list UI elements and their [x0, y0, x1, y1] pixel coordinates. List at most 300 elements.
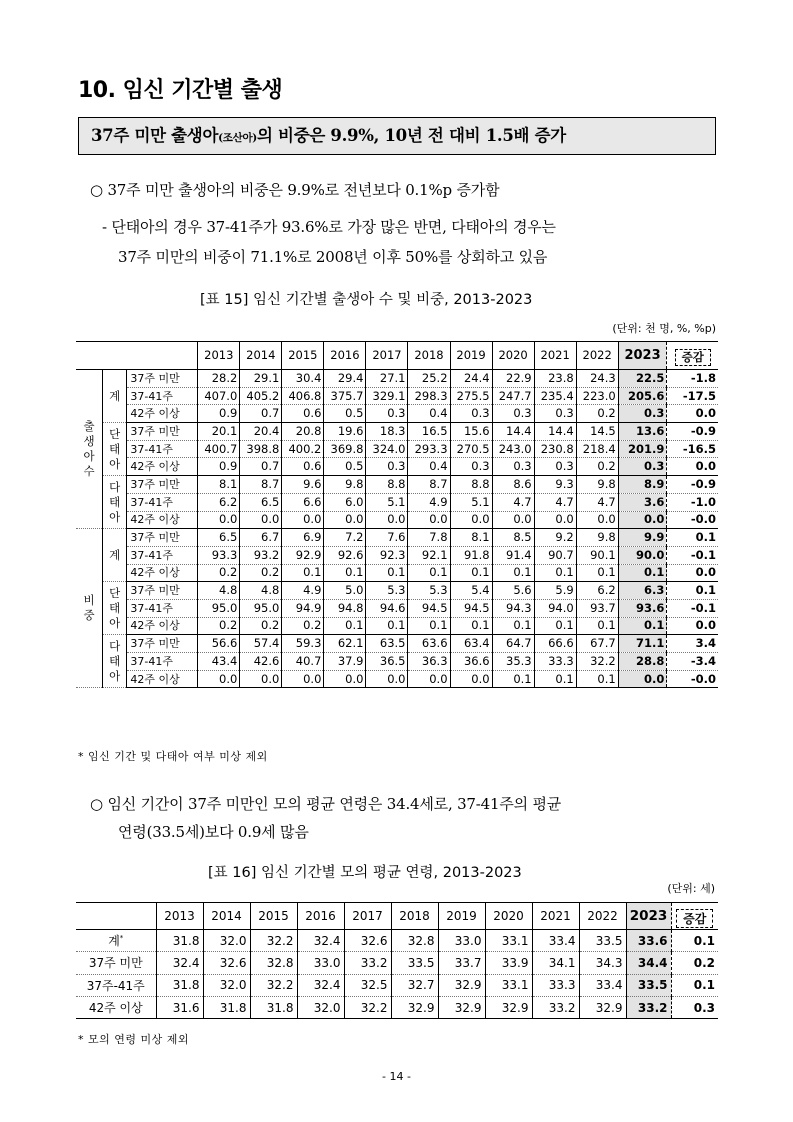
table15-cell: 25.2 [408, 370, 450, 388]
table15-cell: 0.0 [450, 511, 492, 529]
table15-cell: 0.2 [576, 405, 618, 423]
subgroup-total-label-text: 계 [109, 547, 121, 562]
table16-cell: 32.9 [438, 974, 485, 996]
table16-row-label [76, 930, 156, 952]
table16-cell: 31.6 [156, 996, 203, 1018]
table15-change-cell: -17.5 [667, 387, 718, 405]
table15-caption: [표 15] 임신 기간별 출생아 수 및 비중, 2013-2023 [200, 292, 533, 308]
table15-cell: 324.0 [366, 440, 408, 458]
table16-year-header: 2021 [532, 903, 579, 930]
table15-cell: 29.1 [240, 370, 282, 388]
table16-cell: 32.4 [297, 974, 344, 996]
table15-cell: 0.0 [240, 511, 282, 529]
row-label: 37주 미만 [127, 635, 198, 653]
table15-unit: (단위: 천 명, %, %p) [612, 322, 716, 335]
table15-cell: 0.0 [450, 670, 492, 688]
table15-change-cell: 0.0 [667, 458, 718, 476]
table15-cell: 71.1 [618, 635, 667, 653]
table15-cell: 8.7 [240, 476, 282, 494]
row-label: 37주 미만 [127, 476, 198, 494]
table15-cell: 0.3 [534, 405, 576, 423]
subgroup-total-label-text: 계 [109, 388, 121, 403]
table16-cell: 33.5 [626, 974, 671, 996]
table16-row [76, 974, 718, 996]
table16-change-cell: 0.3 [671, 996, 718, 1018]
table15-cell: 9.6 [282, 476, 324, 494]
table15-cell: 27.1 [366, 370, 408, 388]
bullet-3-line1: ○ 임신 기간이 37주 미만인 모의 평균 연령은 34.4세로, 37-41주의 평균 [90, 795, 562, 813]
table16-cell: 33.7 [438, 952, 485, 974]
table15-cell: 4.9 [282, 582, 324, 600]
table15-cell: 94.9 [282, 599, 324, 617]
table15-cell: 406.8 [282, 387, 324, 405]
table15-cell: 40.7 [282, 653, 324, 671]
table16-row-label-sup: * [119, 934, 124, 943]
subgroup-total-label [103, 529, 127, 582]
table15-cell: 0.2 [576, 458, 618, 476]
table16-cell: 33.4 [579, 974, 626, 996]
group-count-label-text: 출생아수 [83, 419, 95, 479]
headline-pre: 37주 미만 출생아 [91, 126, 219, 145]
table16-year-header: 2014 [203, 903, 250, 930]
table16-cell: 32.8 [250, 952, 297, 974]
table16-caption: [표 16] 임신 기간별 모의 평균 연령, 2013-2023 [208, 865, 522, 881]
table16-cell: 32.0 [203, 930, 250, 952]
table15-cell: 37.9 [324, 653, 366, 671]
row-label: 37주 미만 [127, 370, 198, 388]
table15-cell: 0.3 [366, 405, 408, 423]
table15-cell: 4.7 [534, 493, 576, 511]
table15-cell: 94.0 [534, 599, 576, 617]
subgroup-single-label-text: 단태아 [109, 426, 121, 471]
table16-cell: 34.1 [532, 952, 579, 974]
table15-cell: 20.1 [198, 423, 240, 441]
table15-change-cell: -16.5 [667, 440, 718, 458]
table16-year-header: 2020 [485, 903, 532, 930]
table15-cell: 0.0 [492, 511, 534, 529]
table16-change-cell: 0.1 [671, 974, 718, 996]
table15-cell: 0.5 [324, 458, 366, 476]
row-label: 37-41주 [127, 653, 198, 671]
subgroup-single-label [103, 423, 127, 476]
section-title: 10. 임신 기간별 출생 [78, 78, 283, 103]
table15-cell: 0.1 [366, 617, 408, 635]
table16-cell: 33.0 [438, 930, 485, 952]
table15-row [76, 529, 718, 547]
table15-cell: 298.3 [408, 387, 450, 405]
subgroup-multi-label [103, 476, 127, 529]
table16-row-label [76, 974, 156, 996]
table15-cell: 57.4 [240, 635, 282, 653]
table15-row [76, 423, 718, 441]
table16-cell: 32.4 [297, 930, 344, 952]
table15-cell: 243.0 [492, 440, 534, 458]
table15-cell: 0.7 [240, 405, 282, 423]
row-label: 42주 이상 [127, 511, 198, 529]
table15-cell: 67.7 [576, 635, 618, 653]
table15-cell: 93.3 [198, 546, 240, 564]
table15-cell: 90.7 [534, 546, 576, 564]
table15-cell: 24.4 [450, 370, 492, 388]
table15-change-cell: 0.0 [667, 405, 718, 423]
table15-cell: 5.1 [450, 493, 492, 511]
table16-header-row [76, 903, 718, 930]
table15-row [76, 440, 718, 458]
table16-year-header: 2016 [297, 903, 344, 930]
table15-cell: 4.9 [408, 493, 450, 511]
table15-cell: 0.0 [366, 670, 408, 688]
table15-change-header [667, 342, 718, 370]
table15-cell: 0.1 [534, 564, 576, 582]
subgroup-multi-label-text: 다태아 [109, 479, 121, 524]
table15-row [76, 546, 718, 564]
table15-cell: 405.2 [240, 387, 282, 405]
table15-change-cell: -0.9 [667, 423, 718, 441]
table15-cell: 0.2 [282, 617, 324, 635]
table15-cell: 0.0 [408, 511, 450, 529]
table15-cell: 94.5 [450, 599, 492, 617]
table15-year-header: 2022 [576, 342, 618, 370]
table15-change-cell: 0.0 [667, 564, 718, 582]
table16-row-label-text: 37주 미만 [88, 956, 143, 971]
table15-cell: 407.0 [198, 387, 240, 405]
table15-cell: 32.2 [576, 653, 618, 671]
table15-cell: 400.2 [282, 440, 324, 458]
bullet-2-line1: - 단태아의 경우 37-41주가 93.6%로 가장 많은 반면, 다태아의 경우는 [102, 218, 556, 236]
table15-cell: 8.9 [618, 476, 667, 494]
table16-change-cell: 0.1 [671, 930, 718, 952]
table16-cell: 32.2 [250, 974, 297, 996]
table15-cell: 0.9 [198, 405, 240, 423]
row-label: 37주 미만 [127, 423, 198, 441]
table15-cell: 94.6 [366, 599, 408, 617]
table15-cell: 20.4 [240, 423, 282, 441]
table15-cell: 8.7 [408, 476, 450, 494]
table16-cell: 33.2 [626, 996, 671, 1018]
table16-year-header: 2022 [579, 903, 626, 930]
table15-cell: 5.0 [324, 582, 366, 600]
table15-cell: 0.4 [408, 458, 450, 476]
table15-cell: 0.3 [618, 458, 667, 476]
table15-year-header: 2023 [618, 342, 667, 370]
table15-change-cell: 0.1 [667, 529, 718, 547]
table15-cell: 0.0 [198, 511, 240, 529]
table16-cell: 32.9 [391, 996, 438, 1018]
table16-year-header: 2018 [391, 903, 438, 930]
table15-cell: 8.1 [198, 476, 240, 494]
table15-cell: 59.3 [282, 635, 324, 653]
table15-cell: 0.1 [282, 564, 324, 582]
table15-cell: 7.2 [324, 529, 366, 547]
group-count-label [76, 370, 103, 529]
table15-cell: 235.4 [534, 387, 576, 405]
table15-cell: 7.8 [408, 529, 450, 547]
table15-cell: 30.4 [282, 370, 324, 388]
table15-change-cell: -3.4 [667, 653, 718, 671]
table15-cell: 64.7 [492, 635, 534, 653]
table15-cell: 19.6 [324, 423, 366, 441]
table15-cell: 5.4 [450, 582, 492, 600]
table16-year-header: 2017 [344, 903, 391, 930]
bullet-3-line2: 연령(33.5세)보다 0.9세 많음 [118, 823, 309, 841]
table15-cell: 0.1 [492, 670, 534, 688]
table15-year-header: 2019 [450, 342, 492, 370]
table15-cell: 4.7 [576, 493, 618, 511]
headline-paren: (조산아) [218, 132, 257, 144]
table15-cell: 43.4 [198, 653, 240, 671]
table15-cell: 93.7 [576, 599, 618, 617]
table15-cell: 95.0 [240, 599, 282, 617]
table16-change-label: 증감 [676, 909, 713, 928]
table16-row [76, 952, 718, 974]
table15-cell: 8.8 [450, 476, 492, 494]
subgroup-multi-label [103, 635, 127, 688]
table15-cell: 0.3 [534, 458, 576, 476]
table16-cell: 33.1 [485, 974, 532, 996]
table16-row-label [76, 996, 156, 1018]
table15-cell: 66.6 [534, 635, 576, 653]
table15-year-header: 2020 [492, 342, 534, 370]
table16-row [76, 930, 718, 952]
row-label: 37주 미만 [127, 529, 198, 547]
table15-cell: 92.6 [324, 546, 366, 564]
table15-cell: 0.6 [282, 405, 324, 423]
table15-cell: 6.0 [324, 493, 366, 511]
table15-cell: 247.7 [492, 387, 534, 405]
table15-footnote: * 임신 기간 및 다태아 여부 미상 제외 [78, 750, 268, 763]
table15-cell: 0.0 [198, 670, 240, 688]
table16-change-header [671, 903, 718, 930]
table15-cell: 0.0 [282, 511, 324, 529]
table15-cell: 94.8 [324, 599, 366, 617]
table16-cell: 34.4 [626, 952, 671, 974]
table15-cell: 92.3 [366, 546, 408, 564]
table15-cell: 6.5 [198, 529, 240, 547]
subgroup-single-label-text: 단태아 [109, 585, 121, 630]
table15-change-cell: -0.1 [667, 546, 718, 564]
table16-cell: 31.8 [156, 930, 203, 952]
table15-cell: 0.3 [366, 458, 408, 476]
table15-cell: 95.0 [198, 599, 240, 617]
table15-cell: 91.4 [492, 546, 534, 564]
table15-cell: 0.0 [282, 670, 324, 688]
table15-cell: 0.0 [408, 670, 450, 688]
table15-cell: 29.4 [324, 370, 366, 388]
table15-cell: 90.1 [576, 546, 618, 564]
table15-cell: 8.6 [492, 476, 534, 494]
table15-cell: 5.3 [366, 582, 408, 600]
headline-post: 의 비중은 9.9%, 10년 전 대비 1.5배 증가 [256, 126, 566, 145]
table15-change-cell: -1.0 [667, 493, 718, 511]
table15-cell: 92.1 [408, 546, 450, 564]
table15-cell: 4.8 [198, 582, 240, 600]
table15-cell: 270.5 [450, 440, 492, 458]
table15-cell: 218.4 [576, 440, 618, 458]
table15-cell: 6.2 [576, 582, 618, 600]
table16-cell: 33.5 [579, 930, 626, 952]
table16-cell: 33.3 [532, 974, 579, 996]
table15-cell: 0.1 [576, 670, 618, 688]
table16-cell: 32.2 [344, 996, 391, 1018]
table15-cell: 223.0 [576, 387, 618, 405]
table15-cell: 0.1 [618, 564, 667, 582]
table15-cell: 18.3 [366, 423, 408, 441]
table16-cell: 31.8 [250, 996, 297, 1018]
table15-cell: 94.3 [492, 599, 534, 617]
table15-change-cell: -1.8 [667, 370, 718, 388]
table15-cell: 0.1 [324, 564, 366, 582]
table15-cell: 0.1 [492, 617, 534, 635]
row-label: 37-41주 [127, 440, 198, 458]
table15-change-cell: -0.0 [667, 511, 718, 529]
table16-row-label-text: 37주-41주 [86, 978, 145, 993]
table15-cell: 6.6 [282, 493, 324, 511]
table15-cell: 36.6 [450, 653, 492, 671]
table16-cell: 32.5 [344, 974, 391, 996]
table15-row [76, 564, 718, 582]
table15-year-header: 2015 [282, 342, 324, 370]
table15-cell: 9.8 [324, 476, 366, 494]
table15-cell: 94.5 [408, 599, 450, 617]
table15-cell: 375.7 [324, 387, 366, 405]
page-number: - 14 - [382, 1070, 411, 1083]
table15-year-header: 2014 [240, 342, 282, 370]
table16-cell: 33.5 [391, 952, 438, 974]
table15-cell: 0.7 [240, 458, 282, 476]
table15-cell: 205.6 [618, 387, 667, 405]
table16-cell: 32.4 [156, 952, 203, 974]
table15-cell: 0.1 [618, 617, 667, 635]
table15-row [76, 493, 718, 511]
table15-cell: 8.5 [492, 529, 534, 547]
table15-year-header: 2021 [534, 342, 576, 370]
table15-cell: 0.1 [366, 564, 408, 582]
table15-cell: 0.1 [408, 617, 450, 635]
table15-cell: 13.6 [618, 423, 667, 441]
table16-cell: 33.9 [485, 952, 532, 974]
table16-cell: 33.2 [532, 996, 579, 1018]
table15-cell: 275.5 [450, 387, 492, 405]
table15-cell: 22.5 [618, 370, 667, 388]
table15-change-cell: 0.1 [667, 582, 718, 600]
table15-cell: 20.8 [282, 423, 324, 441]
row-label: 37-41주 [127, 493, 198, 511]
table16-cell: 32.6 [203, 952, 250, 974]
table15-cell: 0.5 [324, 405, 366, 423]
subgroup-total-label [103, 370, 127, 423]
table15-row [76, 635, 718, 653]
table15-cell: 14.5 [576, 423, 618, 441]
table15-cell: 9.9 [618, 529, 667, 547]
group-ratio-label-text: 비중 [83, 593, 95, 623]
table16-change-cell: 0.2 [671, 952, 718, 974]
table15-cell: 369.8 [324, 440, 366, 458]
table15-cell: 9.2 [534, 529, 576, 547]
table16-row-label [76, 952, 156, 974]
table15-cell: 15.6 [450, 423, 492, 441]
table15-cell: 42.6 [240, 653, 282, 671]
table15-row [76, 670, 718, 688]
table15-cell: 22.9 [492, 370, 534, 388]
table16-cell: 32.7 [391, 974, 438, 996]
table15-year-header: 2018 [408, 342, 450, 370]
table15-cell: 9.8 [576, 529, 618, 547]
table16-row-label-text: 계 [108, 934, 120, 949]
table15-cell: 0.0 [324, 670, 366, 688]
table15-cell: 0.1 [492, 564, 534, 582]
table16-unit: (단위: 세) [667, 882, 715, 895]
table15-row [76, 476, 718, 494]
table15-cell: 63.4 [450, 635, 492, 653]
table15-cell: 36.5 [366, 653, 408, 671]
table15-change-cell: -0.1 [667, 599, 718, 617]
table15-cell: 6.7 [240, 529, 282, 547]
table15-cell: 0.0 [366, 511, 408, 529]
table15-cell: 0.2 [240, 564, 282, 582]
group-ratio-label [76, 529, 103, 688]
table15-cell: 0.1 [408, 564, 450, 582]
table16-cell: 32.2 [250, 930, 297, 952]
table15-year-header: 2017 [366, 342, 408, 370]
table15-cell: 201.9 [618, 440, 667, 458]
table16-cell: 33.4 [532, 930, 579, 952]
table15-cell: 0.1 [450, 617, 492, 635]
row-label: 37주 미만 [127, 582, 198, 600]
table16-cell: 32.0 [297, 996, 344, 1018]
table15-cell: 36.3 [408, 653, 450, 671]
table15-header-row [76, 342, 718, 370]
row-label: 42주 이상 [127, 670, 198, 688]
row-label: 42주 이상 [127, 405, 198, 423]
table15-cell: 0.3 [450, 458, 492, 476]
table15-cell: 0.1 [534, 617, 576, 635]
row-label: 42주 이상 [127, 617, 198, 635]
table16-cell: 32.6 [344, 930, 391, 952]
table15-cell: 4.8 [240, 582, 282, 600]
table15-cell: 8.1 [450, 529, 492, 547]
table15-cell: 0.1 [576, 564, 618, 582]
table15-cell: 23.8 [534, 370, 576, 388]
table15-row [76, 511, 718, 529]
table15-cell: 0.2 [240, 617, 282, 635]
table15-cell: 0.4 [408, 405, 450, 423]
table16-cell: 33.6 [626, 930, 671, 952]
table15-cell: 63.5 [366, 635, 408, 653]
headline-box [78, 117, 716, 155]
table15-cell: 0.1 [324, 617, 366, 635]
table15-cell: 5.9 [534, 582, 576, 600]
table15-cell: 92.9 [282, 546, 324, 564]
table15-cell: 8.8 [366, 476, 408, 494]
subgroup-single-label [103, 582, 127, 635]
table15-cell: 4.7 [492, 493, 534, 511]
table16-cell: 32.0 [203, 974, 250, 996]
table15-row [76, 405, 718, 423]
table15-cell: 5.6 [492, 582, 534, 600]
table16-row-label-text: 42주 이상 [88, 1001, 143, 1016]
table15-cell: 62.1 [324, 635, 366, 653]
table15-row [76, 599, 718, 617]
table15-cell: 6.9 [282, 529, 324, 547]
table15-cell: 93.2 [240, 546, 282, 564]
table15-year-header: 2016 [324, 342, 366, 370]
table16-corner [76, 903, 156, 930]
table15 [76, 341, 718, 688]
table15-cell: 9.3 [534, 476, 576, 494]
table15-cell: 7.6 [366, 529, 408, 547]
table15-cell: 400.7 [198, 440, 240, 458]
table15-cell: 0.2 [198, 617, 240, 635]
